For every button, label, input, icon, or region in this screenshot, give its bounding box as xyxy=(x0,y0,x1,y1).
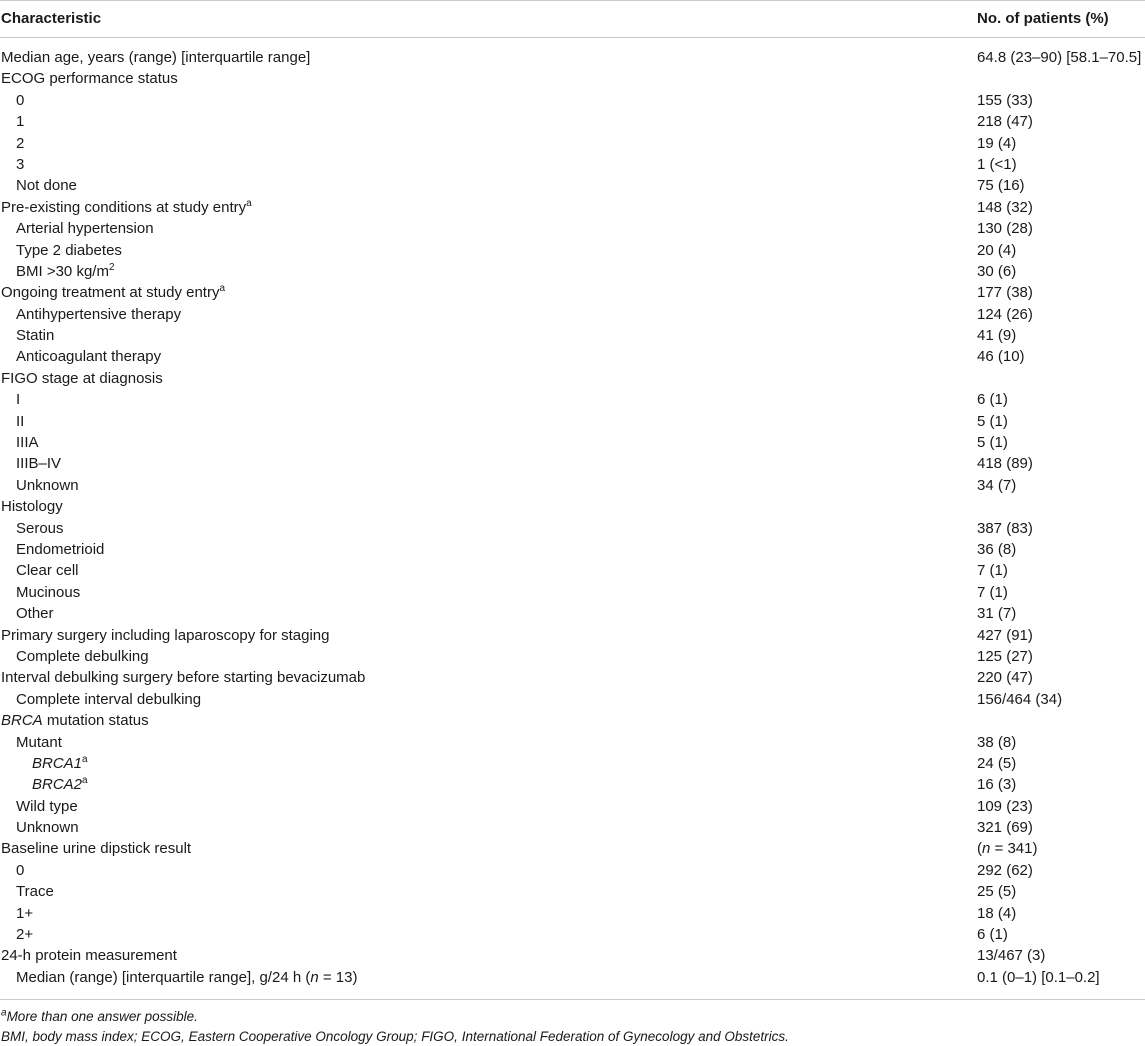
row-label-text: 24-h protein measurement xyxy=(1,947,177,965)
table-row xyxy=(0,796,1145,817)
row-label xyxy=(16,817,79,838)
row-label-rest: mutation status xyxy=(42,712,149,730)
footnote-a xyxy=(1,1009,198,1024)
table-row xyxy=(0,667,1145,688)
row-value xyxy=(977,860,1033,881)
table-row xyxy=(0,646,1145,667)
row-value xyxy=(977,325,1016,346)
row-label-text: Unknown xyxy=(16,476,79,494)
row-label xyxy=(16,432,39,453)
footnote-a-text: More than one answer possible. xyxy=(6,1009,198,1024)
table-row xyxy=(0,732,1145,753)
row-value-text: 36 (8) xyxy=(977,540,1017,558)
row-label-text: Unknown xyxy=(16,819,79,837)
row-label-text: Complete debulking xyxy=(16,647,149,665)
row-label xyxy=(16,560,79,581)
row-value-text: 13/467 (3) xyxy=(977,947,1046,965)
row-value-text: 177 (38) xyxy=(977,284,1033,302)
row-value xyxy=(977,261,1016,282)
row-value-text: 155 (33) xyxy=(977,91,1033,109)
row-label-rest: = 13) xyxy=(318,968,358,986)
row-label-text: Type 2 diabetes xyxy=(16,241,122,259)
table-row xyxy=(0,111,1145,132)
table-row xyxy=(0,924,1145,945)
row-value-text: 41 (9) xyxy=(977,327,1017,345)
row-label xyxy=(1,68,178,89)
row-value-text: 1 (<1) xyxy=(977,155,1017,173)
row-label xyxy=(16,261,115,282)
row-label xyxy=(32,774,88,795)
row-label-text: Primary surgery including laparoscopy for staging xyxy=(1,626,330,644)
row-label xyxy=(16,218,154,239)
row-value-text: 427 (91) xyxy=(977,626,1033,644)
table-row xyxy=(0,903,1145,924)
row-value-text: 418 (89) xyxy=(977,455,1033,473)
row-value-text: 18 (4) xyxy=(977,904,1017,922)
table-row xyxy=(0,68,1145,89)
row-value xyxy=(977,646,1033,667)
row-value xyxy=(977,838,1037,859)
row-value-rest: = 341) xyxy=(990,840,1038,858)
row-label-text: 3 xyxy=(16,155,25,173)
table-row xyxy=(0,368,1145,389)
row-label-text: Median (range) [interquartile range], g/24 h ( xyxy=(16,968,311,986)
row-value-text: 156/464 (34) xyxy=(977,690,1063,708)
row-label xyxy=(16,389,20,410)
row-label xyxy=(16,539,104,560)
row-value xyxy=(977,453,1033,474)
row-label-text: Histology xyxy=(1,498,63,516)
row-label xyxy=(16,903,33,924)
row-value xyxy=(977,475,1016,496)
row-value xyxy=(977,304,1033,325)
table-row xyxy=(0,197,1145,218)
row-label xyxy=(1,945,177,966)
row-label xyxy=(16,518,64,539)
table-row xyxy=(0,945,1145,966)
row-value-text: ( xyxy=(977,840,982,858)
row-value-text: 38 (8) xyxy=(977,733,1017,751)
row-label-text: Pre-existing conditions at study entry xyxy=(1,198,247,216)
row-label-text: Median age, years (range) [interquartile range] xyxy=(1,49,311,66)
table-row xyxy=(0,689,1145,710)
row-value xyxy=(977,625,1033,646)
table-body xyxy=(0,47,1145,988)
row-label-text: Statin xyxy=(16,327,55,345)
row-label-text: Mucinous xyxy=(16,583,81,601)
row-label xyxy=(1,197,252,218)
row-label xyxy=(16,111,24,132)
row-value-text: 387 (83) xyxy=(977,519,1033,537)
row-label xyxy=(16,346,161,367)
row-value xyxy=(977,175,1025,196)
row-label xyxy=(1,710,149,731)
row-label xyxy=(16,133,24,154)
table-row xyxy=(0,860,1145,881)
table-row xyxy=(0,582,1145,603)
row-label-text: 1+ xyxy=(16,904,34,922)
row-value xyxy=(977,903,1016,924)
row-label-text: ECOG performance status xyxy=(1,70,178,88)
row-value xyxy=(977,240,1016,261)
row-label xyxy=(16,240,122,261)
row-label-text: Wild type xyxy=(16,797,78,815)
row-value-text: 31 (7) xyxy=(977,605,1017,623)
row-label xyxy=(16,154,24,175)
row-value-text: 46 (10) xyxy=(977,348,1025,366)
row-label xyxy=(16,411,24,432)
row-value-text: 7 (1) xyxy=(977,583,1008,601)
table-row xyxy=(0,881,1145,902)
table-row xyxy=(0,389,1145,410)
table-row xyxy=(0,560,1145,581)
table-row xyxy=(0,175,1145,196)
table-row xyxy=(0,453,1145,474)
row-value xyxy=(977,346,1025,367)
row-label-text: Arterial hypertension xyxy=(16,220,154,238)
row-value xyxy=(977,111,1033,132)
row-value-text: 130 (28) xyxy=(977,220,1033,238)
table-row xyxy=(0,261,1145,282)
row-value-text: 0.1 (0–1) [0.1–0.2] xyxy=(977,968,1100,986)
table-row xyxy=(0,967,1145,988)
row-value-text: 25 (5) xyxy=(977,883,1017,901)
row-label xyxy=(16,924,33,945)
row-value-text: 19 (4) xyxy=(977,134,1017,152)
row-value-text: 109 (23) xyxy=(977,797,1033,815)
row-label xyxy=(1,282,225,303)
row-value-text: 6 (1) xyxy=(977,391,1008,409)
row-label-text: Clear cell xyxy=(16,562,79,580)
row-value xyxy=(977,817,1033,838)
row-value xyxy=(977,389,1008,410)
row-label-text: Antihypertensive therapy xyxy=(16,305,182,323)
row-label-text: Not done xyxy=(16,177,77,195)
row-label xyxy=(16,732,62,753)
table-row xyxy=(0,753,1145,774)
row-label-text: 2+ xyxy=(16,926,34,944)
row-value-text: 34 (7) xyxy=(977,476,1017,494)
row-label-text: Endometrioid xyxy=(16,540,105,558)
table-row xyxy=(0,817,1145,838)
row-label xyxy=(1,625,329,646)
row-label-text: BMI >30 kg/m xyxy=(16,262,109,280)
table-row xyxy=(0,710,1145,731)
row-value xyxy=(977,945,1045,966)
row-value-italic: n xyxy=(982,840,991,858)
table-row xyxy=(0,774,1145,795)
row-label xyxy=(16,881,54,902)
row-label xyxy=(16,582,80,603)
row-label-text: 2 xyxy=(16,134,25,152)
row-label xyxy=(16,646,149,667)
row-value xyxy=(977,967,1100,988)
row-value xyxy=(977,753,1016,774)
row-label xyxy=(16,860,24,881)
row-label-superscript: a xyxy=(219,283,226,295)
row-value xyxy=(977,518,1033,539)
row-value-text: 218 (47) xyxy=(977,113,1033,131)
row-label-text: Complete interval debulking xyxy=(16,690,202,708)
row-value xyxy=(977,560,1008,581)
row-label-text: 1 xyxy=(16,113,25,131)
row-label xyxy=(1,368,163,389)
row-value-text: 75 (16) xyxy=(977,177,1025,195)
row-value xyxy=(977,218,1033,239)
row-label-text: FIGO stage at diagnosis xyxy=(1,369,163,387)
row-value-text: 5 (1) xyxy=(977,412,1008,430)
row-value-text: 20 (4) xyxy=(977,241,1017,259)
row-label-text: 0 xyxy=(16,91,25,109)
row-label xyxy=(1,838,191,859)
table-row xyxy=(0,625,1145,646)
table-row xyxy=(0,47,1145,68)
row-label-text: IIIA xyxy=(16,434,39,452)
table-row xyxy=(0,325,1145,346)
row-value xyxy=(977,47,1141,68)
row-label xyxy=(16,175,77,196)
table-bottom-rule xyxy=(0,999,1145,1000)
row-value xyxy=(977,133,1016,154)
row-value xyxy=(977,881,1016,902)
row-value-text: 321 (69) xyxy=(977,819,1033,837)
row-label-text: Ongoing treatment at study entry xyxy=(1,284,220,302)
row-label-text: Baseline urine dipstick result xyxy=(1,840,192,858)
footnote-abbreviations: BMI, body mass index; ECOG, Eastern Cooperative Oncology Group; FIGO, International Federation of Gynecology and Obstetrics. xyxy=(1,1029,789,1044)
row-label-text: BRCA1 xyxy=(32,754,83,772)
row-value xyxy=(977,154,1017,175)
row-label xyxy=(16,475,79,496)
row-value xyxy=(977,924,1008,945)
row-value-text: 6 (1) xyxy=(977,926,1008,944)
table-row xyxy=(0,603,1145,624)
row-value xyxy=(977,282,1033,303)
row-label-text: Trace xyxy=(16,883,54,901)
header-patients: No. of patients (%) xyxy=(977,10,1109,27)
table-row xyxy=(0,346,1145,367)
table-row xyxy=(0,411,1145,432)
row-value xyxy=(977,667,1033,688)
row-value-text: 16 (3) xyxy=(977,776,1017,794)
row-value-text: 148 (32) xyxy=(977,198,1033,216)
row-label xyxy=(16,304,181,325)
table-row xyxy=(0,304,1145,325)
row-label-superscript: a xyxy=(82,753,88,765)
row-value xyxy=(977,90,1033,111)
row-label xyxy=(16,325,54,346)
table-row xyxy=(0,90,1145,111)
row-label-text: BRCA2 xyxy=(32,776,83,794)
row-label-text: II xyxy=(16,412,25,430)
row-label xyxy=(1,496,63,517)
row-label xyxy=(1,47,310,68)
row-value xyxy=(977,774,1016,795)
row-label-text: BRCA xyxy=(1,712,43,730)
row-label-text: Anticoagulant therapy xyxy=(16,348,162,366)
table-row xyxy=(0,432,1145,453)
row-label xyxy=(16,603,54,624)
table-row xyxy=(0,282,1145,303)
row-label-text: 0 xyxy=(16,861,25,879)
table-row xyxy=(0,496,1145,517)
row-value xyxy=(977,539,1016,560)
row-label xyxy=(1,667,365,688)
table-row xyxy=(0,539,1145,560)
row-label-superscript: a xyxy=(246,197,252,209)
table-row xyxy=(0,218,1145,239)
table-row xyxy=(0,240,1145,261)
row-value-text: 5 (1) xyxy=(977,434,1008,452)
row-label-superscript: a xyxy=(82,775,88,787)
row-label-text: Interval debulking surgery before starting bevacizumab xyxy=(1,669,366,687)
row-label-text: IIIB–IV xyxy=(16,455,62,473)
row-label-text: Other xyxy=(16,605,54,623)
row-label-superscript: 2 xyxy=(108,261,115,273)
row-value xyxy=(977,689,1062,710)
row-label xyxy=(16,967,357,988)
row-value xyxy=(977,796,1033,817)
row-value-text: 64.8 (23–90) [58.1–70.5] xyxy=(977,49,1142,66)
row-label xyxy=(32,753,88,774)
row-label xyxy=(16,796,78,817)
row-label-text: Serous xyxy=(16,519,64,537)
row-value-text: 220 (47) xyxy=(977,669,1033,687)
row-value-text: 292 (62) xyxy=(977,861,1033,879)
row-value xyxy=(977,603,1016,624)
row-label-italic: n xyxy=(310,968,319,986)
table-row xyxy=(0,838,1145,859)
row-value xyxy=(977,432,1008,453)
row-value xyxy=(977,411,1008,432)
row-label-text: I xyxy=(16,391,21,409)
table-row xyxy=(0,475,1145,496)
row-label-text: Mutant xyxy=(16,733,62,751)
row-label xyxy=(16,453,61,474)
row-value-text: 124 (26) xyxy=(977,305,1033,323)
footnote-marker: a xyxy=(1,1007,7,1019)
row-value-text: 24 (5) xyxy=(977,754,1017,772)
table-row xyxy=(0,518,1145,539)
table-row xyxy=(0,154,1145,175)
row-value xyxy=(977,732,1016,753)
header-characteristic: Characteristic xyxy=(1,10,102,27)
row-value-text: 30 (6) xyxy=(977,262,1017,280)
row-value xyxy=(977,582,1008,603)
row-value xyxy=(977,197,1033,218)
table-header xyxy=(0,0,1145,38)
row-label xyxy=(16,689,201,710)
table-row xyxy=(0,133,1145,154)
row-value-text: 7 (1) xyxy=(977,562,1008,580)
row-value-text: 125 (27) xyxy=(977,647,1033,665)
row-label xyxy=(16,90,24,111)
